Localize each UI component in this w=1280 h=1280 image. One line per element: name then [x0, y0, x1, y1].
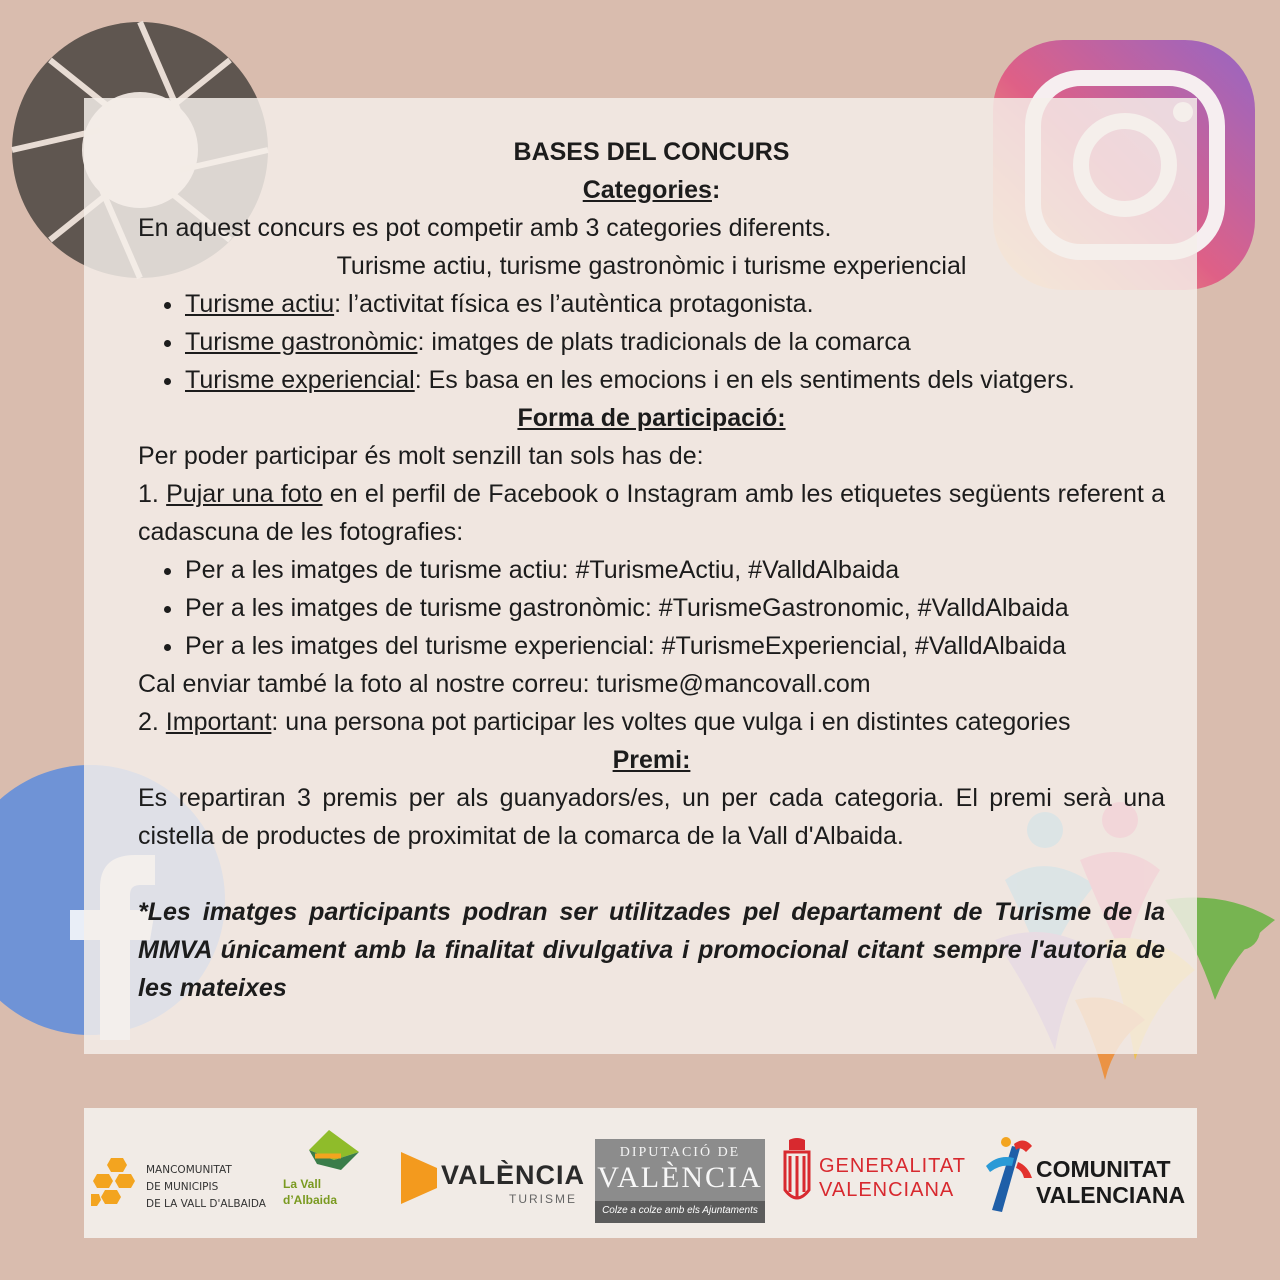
valencia-turisme-line-2: TURISME [509, 1192, 577, 1206]
mancomunitat-line-3: DE LA VALL D'ALBAIDA [146, 1198, 266, 1210]
categories-intro: En aquest concurs es pot competir amb 3 categories diferents. [138, 214, 832, 242]
category-text: : l’activitat física es l’autèntica protagonista. [334, 290, 814, 318]
generalitat-valenciana-logo [779, 1136, 974, 1216]
step-2-label: Important [165, 708, 272, 736]
hashtag-item: • Per a les imatges del turisme experiencial: #TurismeExperiencial, #ValldAlbaida [185, 627, 1165, 665]
diputacio-line-2: VALÈNCIA [597, 1161, 763, 1194]
diputacio-line-1: DIPUTACIÓ DE [619, 1145, 741, 1160]
step-1-number: 1. [138, 480, 167, 508]
participation-intro: Per poder participar és molt senzill tan sols has de: [138, 442, 704, 470]
step-1-link: Pujar una foto [166, 480, 323, 508]
generalitat-line-1: GENERALITAT [819, 1155, 966, 1177]
categories-heading-text: Categories [582, 176, 712, 204]
participation-step-2 [138, 703, 1165, 741]
la-vall-line-2: d’Albaida [283, 1193, 338, 1207]
email-line: Cal enviar també la foto al nostre correu: turisme@mancovall.com [138, 670, 871, 698]
category-term: Turisme gastronòmic [185, 328, 418, 356]
rules-content [138, 133, 1165, 1007]
valencia-turisme-mark-icon [399, 1148, 439, 1208]
la-vall-dalbaida-logo [279, 1126, 369, 1216]
valencia-turisme-logo [399, 1148, 586, 1208]
diputacio-valencia-logo [595, 1139, 765, 1223]
participation-heading: Forma de participació: [517, 404, 786, 432]
category-text: : Es basa en les emocions i en els sentiments dels viatgers. [414, 366, 1075, 394]
la-vall-mountain-icon [279, 1126, 369, 1176]
comunitat-line-1: COMUNITAT [1036, 1156, 1171, 1182]
category-item [185, 323, 1165, 361]
category-term: Turisme actiu [185, 290, 335, 318]
category-text: : imatges de plats tradicionals de la comarca [417, 328, 911, 356]
hashtag-item: • Per a les imatges de turisme actiu: #TurismeActiu, #ValldAlbaida [185, 551, 1165, 589]
mancomunitat-line-2: DE MUNICIPIS [146, 1181, 219, 1193]
step-1-text: en el perfil de Facebook o Instagram amb les etiquetes següents referent a cadascuna de les fotografies: [138, 480, 1165, 546]
participation-step-1 [138, 475, 1165, 551]
comunitat-valenciana-logo [984, 1136, 1184, 1216]
page-title: BASES DEL CONCURS [513, 138, 790, 166]
categories-summary: Turisme actiu, turisme gastronòmic i turisme experiencial [336, 252, 967, 280]
sponsor-logos-bar [84, 1108, 1197, 1238]
categories-heading [138, 171, 1165, 209]
rules-panel [84, 98, 1197, 1054]
prize-text: Es repartiran 3 premis per als guanyadors/es, un per cada categoria. El premi serà una cistella de productes de proximitat de la comarca de la Vall d'Albaida. [138, 784, 1165, 850]
comunitat-line-2: VALENCIANA [1036, 1182, 1186, 1208]
categories-heading-suffix: : [711, 176, 721, 204]
valencia-turisme-line-1: VALÈNCIA [441, 1160, 586, 1190]
step-2-number: 2. [138, 708, 166, 736]
mancomunitat-logo [89, 1156, 274, 1208]
category-item [185, 285, 1165, 323]
generalitat-line-2: VALENCIANA [819, 1179, 955, 1201]
categories-list [138, 285, 1165, 399]
category-term: Turisme experiencial [185, 366, 415, 394]
diputacio-slogan: Colze a colze amb els Ajuntaments [602, 1205, 758, 1216]
step-2-text: : una persona pot participar les voltes que vulga i en distintes categories [271, 708, 1071, 736]
mancomunitat-line-1: MANCOMUNITAT [146, 1164, 232, 1176]
usage-note: *Les imatges participants podran ser utilitzades pel departament de Turisme de la MMVA únicament amb la finalitat divulgativa i promocional citant sempre l'autoria de les mateixes [138, 898, 1165, 1002]
generalitat-coat-of-arms-icon [779, 1136, 815, 1216]
prize-heading: Premi: [612, 746, 691, 774]
comunitat-valenciana-mark-icon [984, 1136, 1034, 1216]
category-item [185, 361, 1165, 399]
hashtag-item: • Per a les imatges de turisme gastronòmic: #TurismeGastronomic, #ValldAlbaida [185, 589, 1165, 627]
mancomunitat-mark-icon [89, 1156, 139, 1208]
hashtags-list [138, 551, 1165, 665]
la-vall-line-1: La Vall [283, 1177, 322, 1191]
